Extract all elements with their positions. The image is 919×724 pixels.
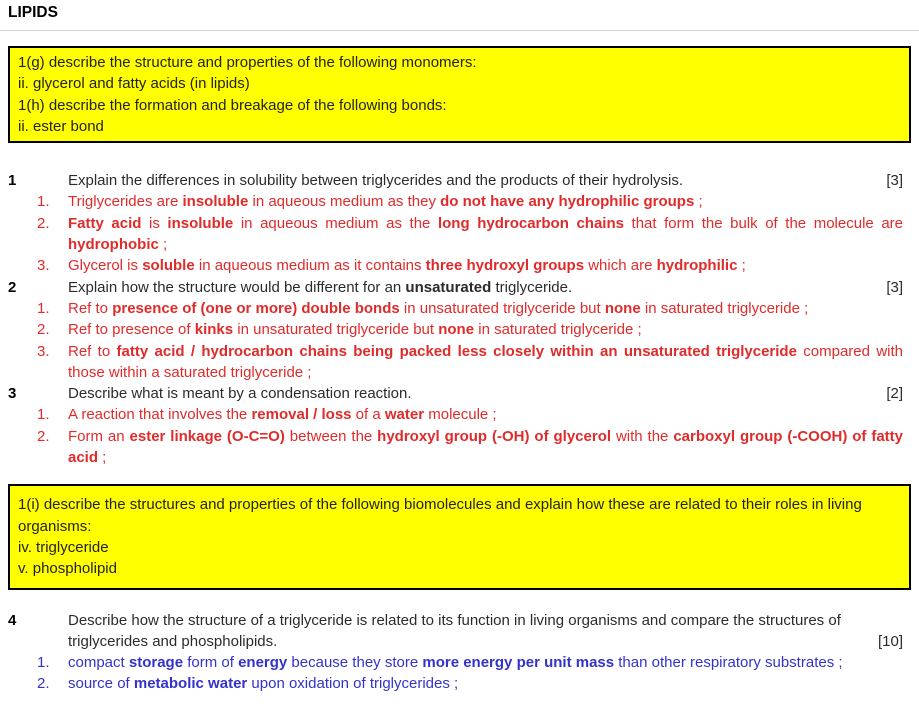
answer-number: 1. — [37, 193, 50, 211]
question-1-row — [8, 170, 903, 191]
question-number: 3 — [8, 385, 17, 403]
syllabus-box-1g-1h — [8, 46, 911, 143]
question-text — [68, 610, 903, 653]
syllabus-line: 1(i) describe the structures and properties of the following biomolecules and explain how these are related to their roles in living organisms: — [18, 496, 862, 535]
question-2-answer-2 — [8, 319, 903, 340]
page-title: LIPIDS — [8, 4, 58, 21]
answer-text: Glycerol is soluble in aqueous medium as it contains three hydroxyl groups which are hydrophilic ; — [68, 257, 746, 275]
syllabus-line: ii. glycerol and fatty acids (in lipids) — [18, 75, 250, 93]
question-2-row — [8, 277, 903, 298]
marks-badge: [2] — [886, 385, 903, 403]
question-number: 4 — [8, 611, 17, 629]
answer-text: source of metabolic water upon oxidation of triglycerides ; — [68, 675, 459, 693]
question-2-answer-3 — [8, 341, 903, 384]
question-3-answer-2 — [8, 426, 903, 469]
syllabus-box-1i — [8, 484, 911, 589]
answer-number: 3. — [37, 342, 50, 360]
answer-text: Triglycerides are insoluble in aqueous medium as they do not have any hydrophilic groups ; — [68, 193, 703, 211]
syllabus-line: v. phospholipid — [18, 560, 117, 578]
question-text — [68, 170, 903, 191]
question-statement: Explain how the structure would be different for an unsaturated triglyceride. — [68, 278, 573, 296]
answer-text: Form an ester linkage (O-C=O) between the hydroxyl group (-OH) of glycerol with the carboxyl group (-COOH) of fatty acid ; — [68, 427, 904, 467]
syllabus-line: ii. ester bond — [18, 117, 104, 135]
answer-text: Ref to fatty acid / hydrocarbon chains being packed less closely within an unsaturated triglyceride compared with those within a saturated triglyceride ; — [68, 342, 903, 381]
answer-number: 1. — [37, 299, 50, 317]
syllabus-line: 1(g) describe the structure and properties of the following monomers: — [18, 54, 477, 71]
lipids-notes-page — [0, 3, 919, 695]
question-statement: Explain the differences in solubility between triglycerides and the products of their hydrolysis. — [68, 172, 684, 190]
answer-number: 1. — [37, 406, 50, 424]
marks-badge: [3] — [886, 278, 903, 296]
answer-text: Fatty acid is insoluble in aqueous medium as the long hydrocarbon chains that form the bulk of the molecule are hydrophobic ; — [68, 214, 903, 254]
question-number: 1 — [8, 172, 17, 190]
answer-text: Ref to presence of (one or more) double bonds in unsaturated triglyceride but none in saturated triglyceride ; — [68, 299, 809, 317]
answer-number: 2. — [37, 214, 50, 232]
question-statement: Describe how the structure of a triglyceride is related to its function in living organisms and compare the structures of triglycerides and phospholipids. — [68, 611, 841, 650]
question-1-answer-3 — [8, 255, 903, 276]
question-list-1 — [8, 170, 903, 468]
marks-badge: [3] — [886, 172, 903, 190]
syllabus-line: iv. triglyceride — [18, 538, 109, 556]
question-1-answer-2 — [8, 213, 903, 256]
answer-number: 3. — [37, 257, 50, 275]
question-4-answer-2 — [8, 673, 903, 694]
question-text — [68, 277, 903, 298]
answer-text: Ref to presence of kinks in unsaturated triglyceride but none in saturated triglyceride ; — [68, 321, 642, 339]
syllabus-line: 1(h) describe the formation and breakage of the following bonds: — [18, 96, 447, 114]
answer-number: 2. — [37, 321, 50, 339]
question-4-row — [8, 610, 903, 653]
question-1-answer-1 — [8, 191, 903, 212]
answer-text: compact storage form of energy because they store more energy per unit mass than other respiratory substrates ; — [68, 654, 843, 672]
question-4-answer-1 — [8, 652, 903, 673]
answer-number: 1. — [37, 654, 50, 672]
question-text — [68, 383, 903, 404]
question-statement: Describe what is meant by a condensation reaction. — [68, 385, 412, 403]
question-3-answer-1 — [8, 404, 903, 425]
answer-number: 2. — [37, 427, 50, 445]
answer-text: A reaction that involves the removal / loss of a water molecule ; — [68, 406, 497, 424]
question-list-2 — [8, 610, 903, 695]
title-divider — [0, 30, 919, 31]
answer-number: 2. — [37, 675, 50, 693]
question-3-row — [8, 383, 903, 404]
question-2-answer-1 — [8, 298, 903, 319]
marks-badge: [10] — [877, 632, 903, 650]
question-number: 2 — [8, 278, 17, 296]
